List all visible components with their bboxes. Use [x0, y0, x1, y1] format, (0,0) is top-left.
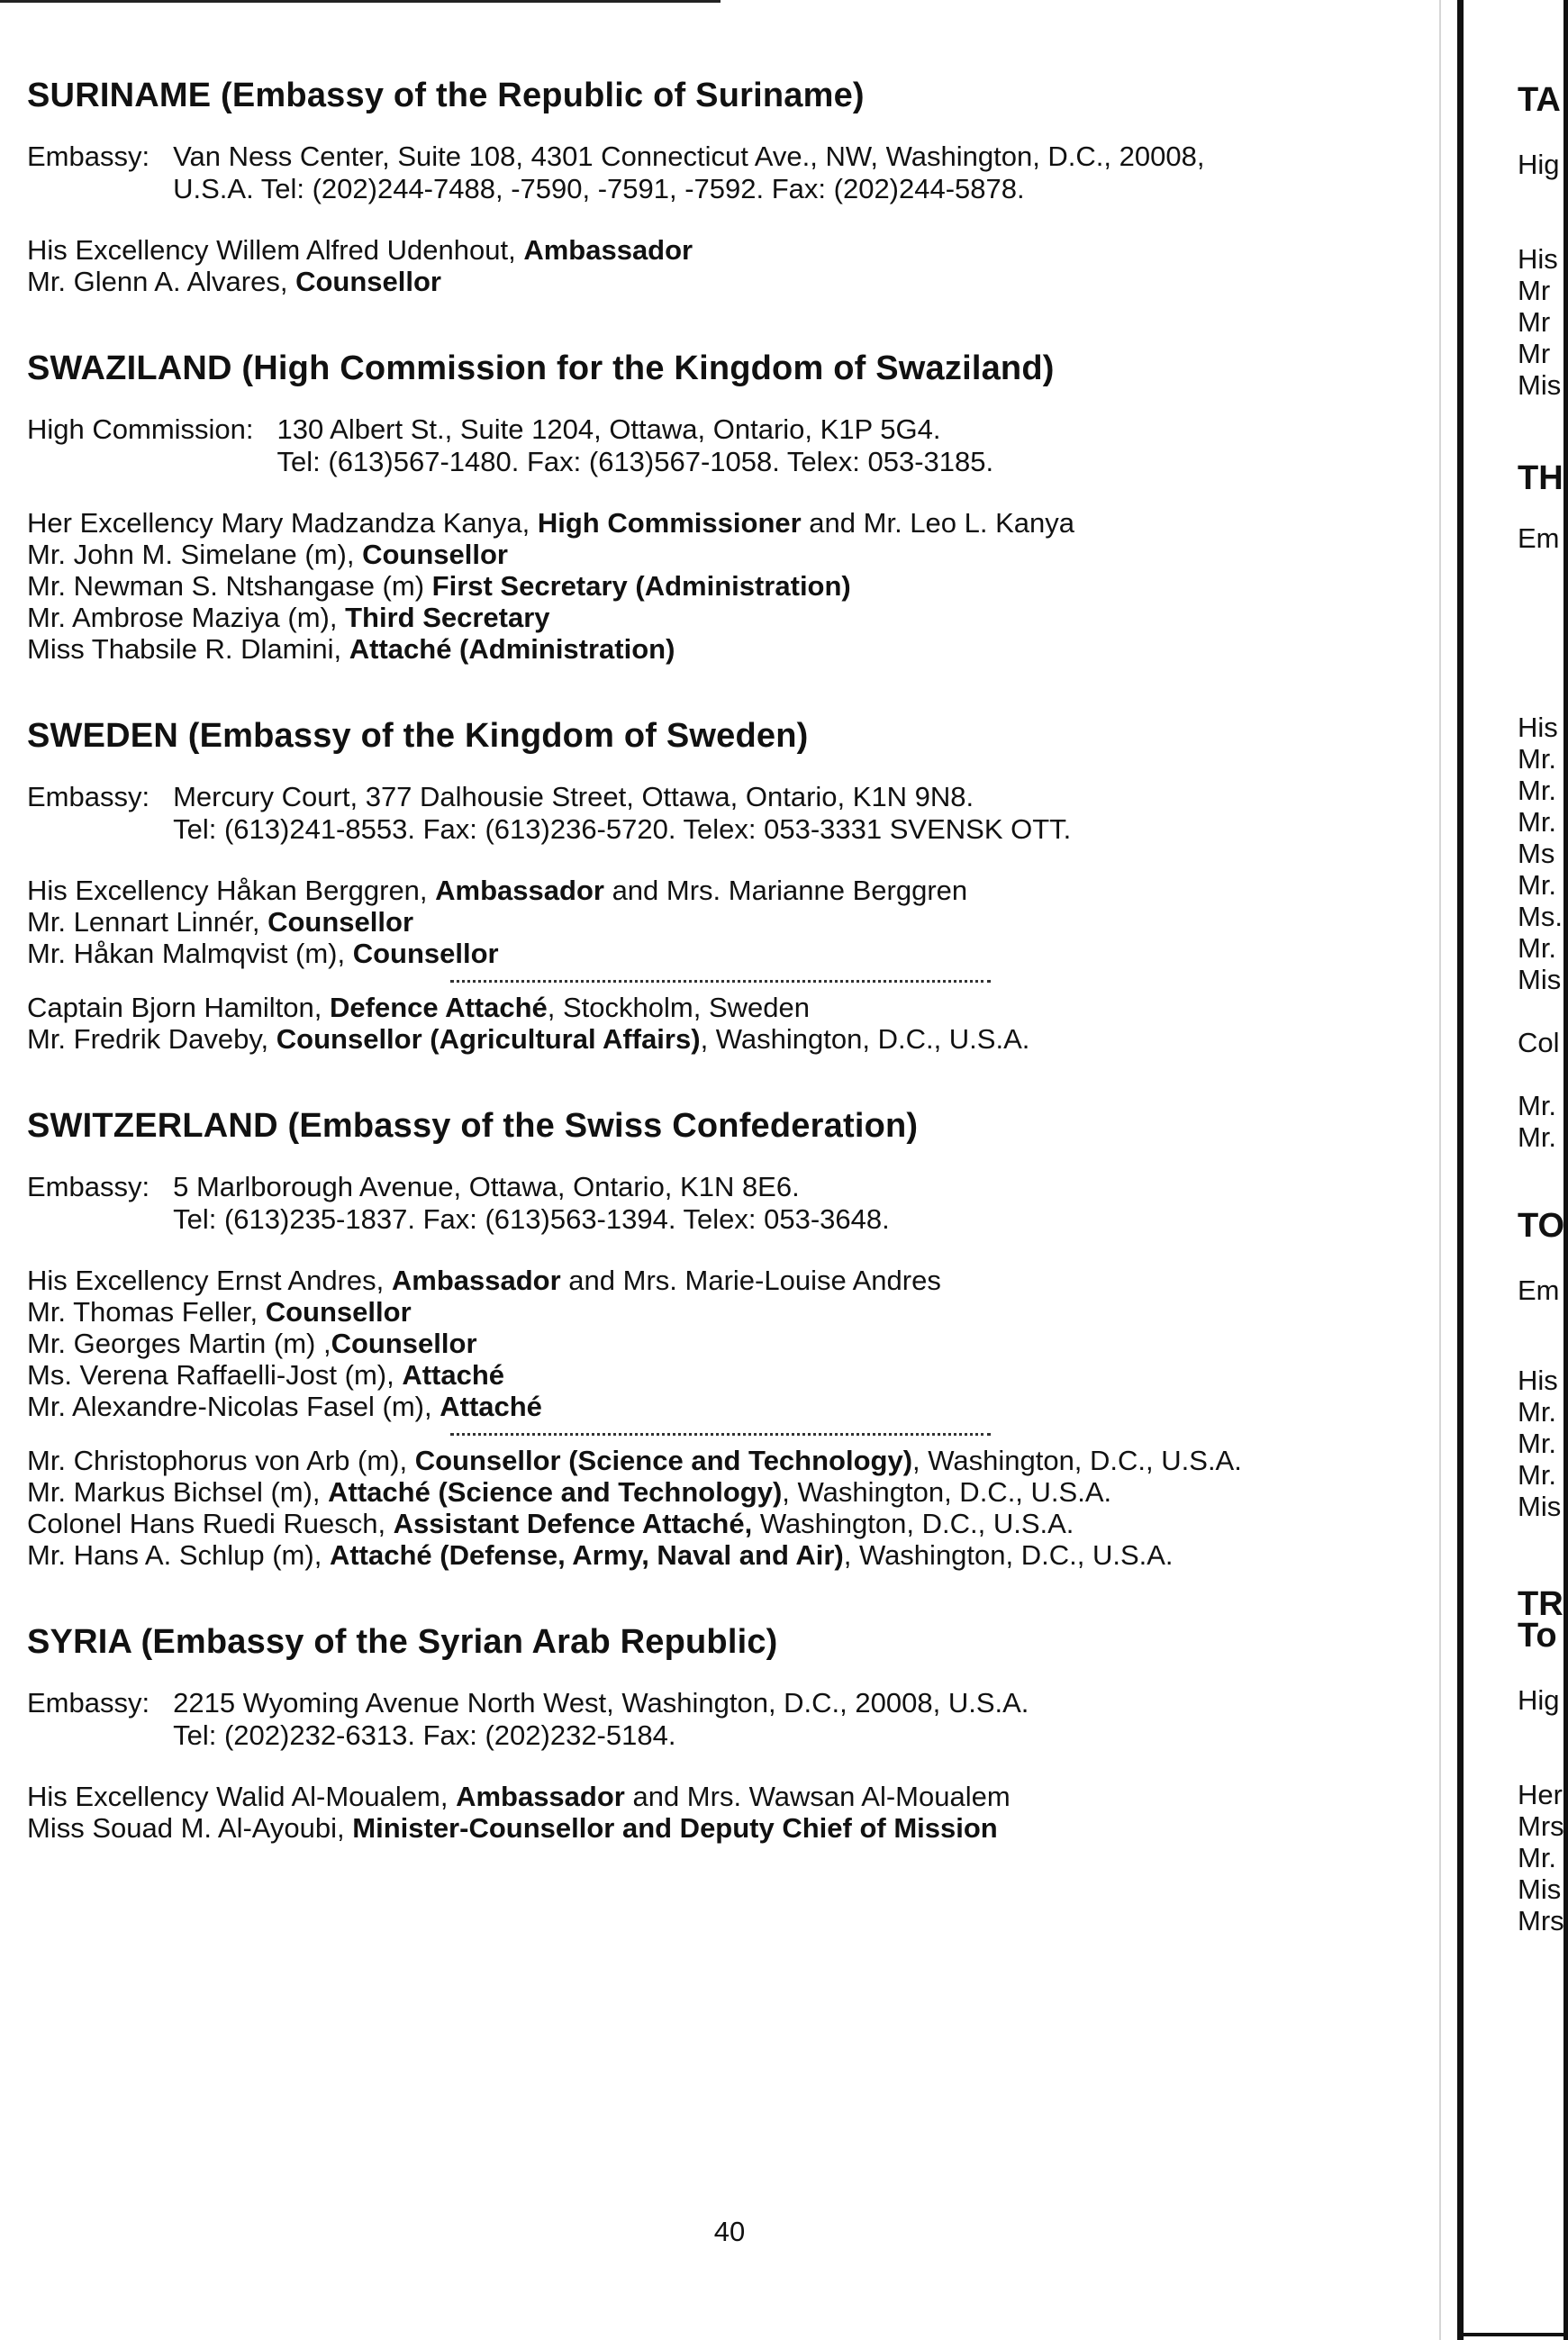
staff-list	[27, 875, 1432, 1055]
staff-entry	[27, 1359, 1432, 1391]
address-block	[27, 781, 1432, 846]
person-title: Ambassador	[435, 875, 604, 906]
person-title: Ambassador	[456, 1781, 625, 1812]
person-name: His Excellency Walid Al-Moualem,	[27, 1781, 457, 1812]
country-section	[27, 349, 1432, 665]
fragment-text: Mr	[1518, 338, 1551, 369]
address-line: 2215 Wyoming Avenue North West, Washington, D.C., 20008, U.S.A.	[173, 1687, 1029, 1719]
country-section	[27, 1623, 1432, 1844]
scan-artifact-line	[1439, 0, 1441, 2340]
person-name: Mr. Glenn A. Alvares,	[27, 266, 296, 297]
fragment-text: TH	[1518, 459, 1563, 497]
address-line: Tel: (613)567-1480. Fax: (613)567-1058. Telex: 053-3185.	[276, 446, 994, 477]
address-lines	[173, 141, 1204, 205]
country-section	[27, 1107, 1432, 1571]
page-gutter-divider	[1457, 0, 1464, 2340]
staff-list	[27, 234, 1432, 297]
fragment-text: TO	[1518, 1207, 1565, 1245]
address-line: Tel: (202)232-6313. Fax: (202)232-5184.	[173, 1719, 676, 1751]
staff-entry	[27, 539, 1432, 570]
person-name: Mr. John M. Simelane (m),	[27, 539, 363, 570]
fragment-text: Mis	[1518, 1873, 1562, 1905]
person-title: Third Secretary	[345, 602, 550, 633]
fragment-text: Mr.	[1518, 1428, 1557, 1459]
fragment-text: His	[1518, 712, 1558, 743]
section-title: SWITZERLAND (Embassy of the Swiss Confederation)	[27, 1107, 919, 1145]
person-name: His Excellency Willem Alfred Udenhout,	[27, 234, 524, 266]
person-title: Attaché	[440, 1391, 542, 1422]
person-name: His Excellency Håkan Berggren,	[27, 875, 436, 906]
dotted-separator	[450, 1433, 991, 1436]
address-label: Embassy:	[27, 1171, 150, 1202]
address-line: U.S.A. Tel: (202)244-7488, -7590, -7591, -7592. Fax: (202)244-5878.	[173, 173, 1025, 204]
fragment-text: Mr.	[1518, 869, 1557, 901]
person-name: Mr. Hans A. Schlup (m),	[27, 1539, 330, 1571]
person-note: , Washington, D.C., U.S.A.	[700, 1023, 1030, 1055]
fragment-text: To	[1518, 1617, 1557, 1655]
person-name: Mr. Newman S. Ntshangase (m)	[27, 570, 432, 602]
address-block	[27, 413, 1432, 478]
person-name: Mr. Lennart Linnér,	[27, 906, 268, 938]
person-title: Counsellor	[362, 539, 508, 570]
fragment-text: Hig	[1518, 149, 1560, 180]
fragment-text: Mis	[1518, 369, 1562, 401]
staff-entry	[27, 1265, 1432, 1296]
top-rule	[0, 0, 721, 3]
fragment-text: Mr	[1518, 275, 1551, 306]
staff-entry	[27, 633, 1432, 665]
fragment-text: Mr.	[1518, 1121, 1557, 1153]
fragment-text: Mr.	[1518, 1459, 1557, 1491]
section-title: SYRIA (Embassy of the Syrian Arab Republic)	[27, 1623, 778, 1661]
staff-entry	[27, 875, 1432, 906]
staff-list	[27, 507, 1432, 665]
person-title: High Commissioner	[537, 507, 802, 539]
dotted-separator	[450, 980, 991, 983]
directory-column	[27, 77, 1432, 1896]
address-lines	[173, 1171, 890, 1236]
person-name: Miss Thabsile R. Dlamini,	[27, 633, 349, 665]
fragment-text: Mis	[1518, 1491, 1562, 1522]
page-number: 40	[713, 2216, 746, 2247]
fragment-text: Hig	[1518, 1684, 1560, 1716]
staff-entry	[27, 906, 1432, 938]
adjacent-page-fragment	[1482, 0, 1568, 2340]
country-section	[27, 77, 1432, 297]
person-title: Attaché (Science and Technology)	[328, 1476, 783, 1508]
fragment-text: Mr.	[1518, 806, 1557, 838]
person-name: Mr. Håkan Malmqvist (m),	[27, 938, 353, 969]
address-lines	[277, 413, 994, 478]
staff-entry	[27, 1508, 1432, 1539]
section-title: SURINAME (Embassy of the Republic of Suriname)	[27, 77, 865, 114]
person-title: Defence Attaché	[330, 992, 548, 1023]
fragment-text: Mr	[1518, 306, 1551, 338]
person-note: and Mrs. Marianne Berggren	[603, 875, 968, 906]
staff-list	[27, 1781, 1432, 1844]
person-name: Miss Souad M. Al-Ayoubi,	[27, 1812, 353, 1844]
address-line: 130 Albert St., Suite 1204, Ottawa, Ontario, K1P 5G4.	[276, 413, 941, 445]
fragment-text: Mr.	[1518, 1396, 1557, 1428]
person-title: Attaché	[402, 1359, 505, 1391]
person-note: , Stockholm, Sweden	[547, 992, 810, 1023]
person-title: First Secretary (Administration)	[431, 570, 851, 602]
person-note: and Mrs. Marie-Louise Andres	[560, 1265, 941, 1296]
person-name: Mr. Fredrik Daveby,	[27, 1023, 276, 1055]
staff-entry	[27, 1476, 1432, 1508]
fragment-text: Mis	[1518, 964, 1562, 995]
address-line: 5 Marlborough Avenue, Ottawa, Ontario, K1N 8E6.	[173, 1171, 800, 1202]
staff-entry	[27, 266, 1432, 297]
person-title: Attaché (Defense, Army, Naval and Air)	[329, 1539, 844, 1571]
address-line: Tel: (613)235-1837. Fax: (613)563-1394. Telex: 053-3648.	[173, 1203, 890, 1235]
person-title: Ambassador	[391, 1265, 561, 1296]
person-title: Counsellor (Science and Technology)	[414, 1445, 913, 1476]
staff-entry	[27, 1445, 1432, 1476]
fragment-text: Ms	[1518, 838, 1555, 869]
address-lines	[173, 1687, 1029, 1752]
address-block	[27, 1687, 1432, 1752]
staff-entry	[27, 1391, 1432, 1422]
person-name: Mr. Thomas Feller,	[27, 1296, 266, 1328]
fragment-text: Ms.	[1518, 901, 1563, 932]
fragment-text: Mr.	[1518, 1090, 1557, 1121]
address-label: Embassy:	[27, 1687, 150, 1719]
address-block	[27, 1171, 1432, 1236]
person-name: Mr. Georges Martin (m) ,	[27, 1328, 331, 1359]
fragment-text: Mrs	[1518, 1905, 1564, 1936]
fragment-text: Her	[1518, 1779, 1563, 1810]
staff-entry	[27, 938, 1432, 969]
staff-entry	[27, 992, 1432, 1023]
staff-entry	[27, 507, 1432, 539]
person-note: and Mrs. Wawsan Al-Moualem	[624, 1781, 1011, 1812]
address-block	[27, 141, 1432, 205]
person-title: Attaché (Administration)	[349, 633, 675, 665]
person-name: His Excellency Ernst Andres,	[27, 1265, 392, 1296]
person-name: Mr. Christophorus von Arb (m),	[27, 1445, 415, 1476]
address-line: Tel: (613)241-8553. Fax: (613)236-5720. Telex: 053-3331 SVENSK OTT.	[173, 813, 1072, 845]
person-name: Mr. Ambrose Maziya (m),	[27, 602, 346, 633]
address-label: High Commission:	[27, 413, 254, 445]
person-title: Counsellor	[352, 938, 499, 969]
person-title: Minister-Counsellor and Deputy Chief of Mission	[352, 1812, 998, 1844]
fragment-text: Mr.	[1518, 775, 1557, 806]
fragment-text: Mr.	[1518, 932, 1557, 964]
person-note: , Washington, D.C., U.S.A.	[843, 1539, 1174, 1571]
address-line: Van Ness Center, Suite 108, 4301 Connecticut Ave., NW, Washington, D.C., 20008,	[173, 141, 1205, 172]
person-title: Counsellor	[267, 906, 414, 938]
fragment-text: His	[1518, 243, 1558, 275]
fragment-text: Mr.	[1518, 1842, 1557, 1873]
staff-entry	[27, 602, 1432, 633]
fragment-text: His	[1518, 1365, 1558, 1396]
staff-entry	[27, 570, 1432, 602]
address-label: Embassy:	[27, 141, 150, 172]
staff-entry	[27, 1781, 1432, 1812]
person-name: Ms. Verena Raffaelli-Jost (m),	[27, 1359, 403, 1391]
person-note: Washington, D.C., U.S.A.	[752, 1508, 1074, 1539]
staff-entry	[27, 1328, 1432, 1359]
fragment-text: Em	[1518, 522, 1560, 554]
person-note: and Mr. Leo L. Kanya	[801, 507, 1074, 539]
person-title: Counsellor	[295, 266, 441, 297]
staff-entry	[27, 1296, 1432, 1328]
person-note: , Washington, D.C., U.S.A.	[782, 1476, 1112, 1508]
person-title: Counsellor	[265, 1296, 412, 1328]
section-title: SWEDEN (Embassy of the Kingdom of Sweden)	[27, 717, 809, 755]
person-title: Assistant Defence Attaché,	[393, 1508, 753, 1539]
address-label: Embassy:	[27, 781, 150, 812]
person-note: , Washington, D.C., U.S.A.	[912, 1445, 1242, 1476]
staff-entry	[27, 1539, 1432, 1571]
address-line: Mercury Court, 377 Dalhousie Street, Ottawa, Ontario, K1N 9N8.	[173, 781, 974, 812]
fragment-text: Col	[1518, 1027, 1560, 1058]
fragment-text: TR	[1518, 1585, 1563, 1623]
staff-entry	[27, 234, 1432, 266]
person-title: Counsellor (Agricultural Affairs)	[276, 1023, 701, 1055]
fragment-text: Em	[1518, 1274, 1560, 1306]
country-section	[27, 717, 1432, 1055]
staff-list	[27, 1265, 1432, 1571]
fragment-text: Mrs	[1518, 1810, 1564, 1842]
person-name: Captain Bjorn Hamilton,	[27, 992, 330, 1023]
address-lines	[173, 781, 1071, 846]
person-name: Colonel Hans Ruedi Ruesch,	[27, 1508, 394, 1539]
fragment-text: Mr.	[1518, 743, 1557, 775]
section-title: SWAZILAND (High Commission for the Kingdom of Swaziland)	[27, 349, 1055, 387]
staff-entry	[27, 1812, 1432, 1844]
staff-entry	[27, 1023, 1432, 1055]
person-title: Ambassador	[523, 234, 693, 266]
person-name: Mr. Markus Bichsel (m),	[27, 1476, 329, 1508]
fragment-text: TA	[1518, 81, 1561, 119]
person-name: Mr. Alexandre-Nicolas Fasel (m),	[27, 1391, 440, 1422]
person-title: Counsellor	[331, 1328, 477, 1359]
person-name: Her Excellency Mary Madzandza Kanya,	[27, 507, 538, 539]
